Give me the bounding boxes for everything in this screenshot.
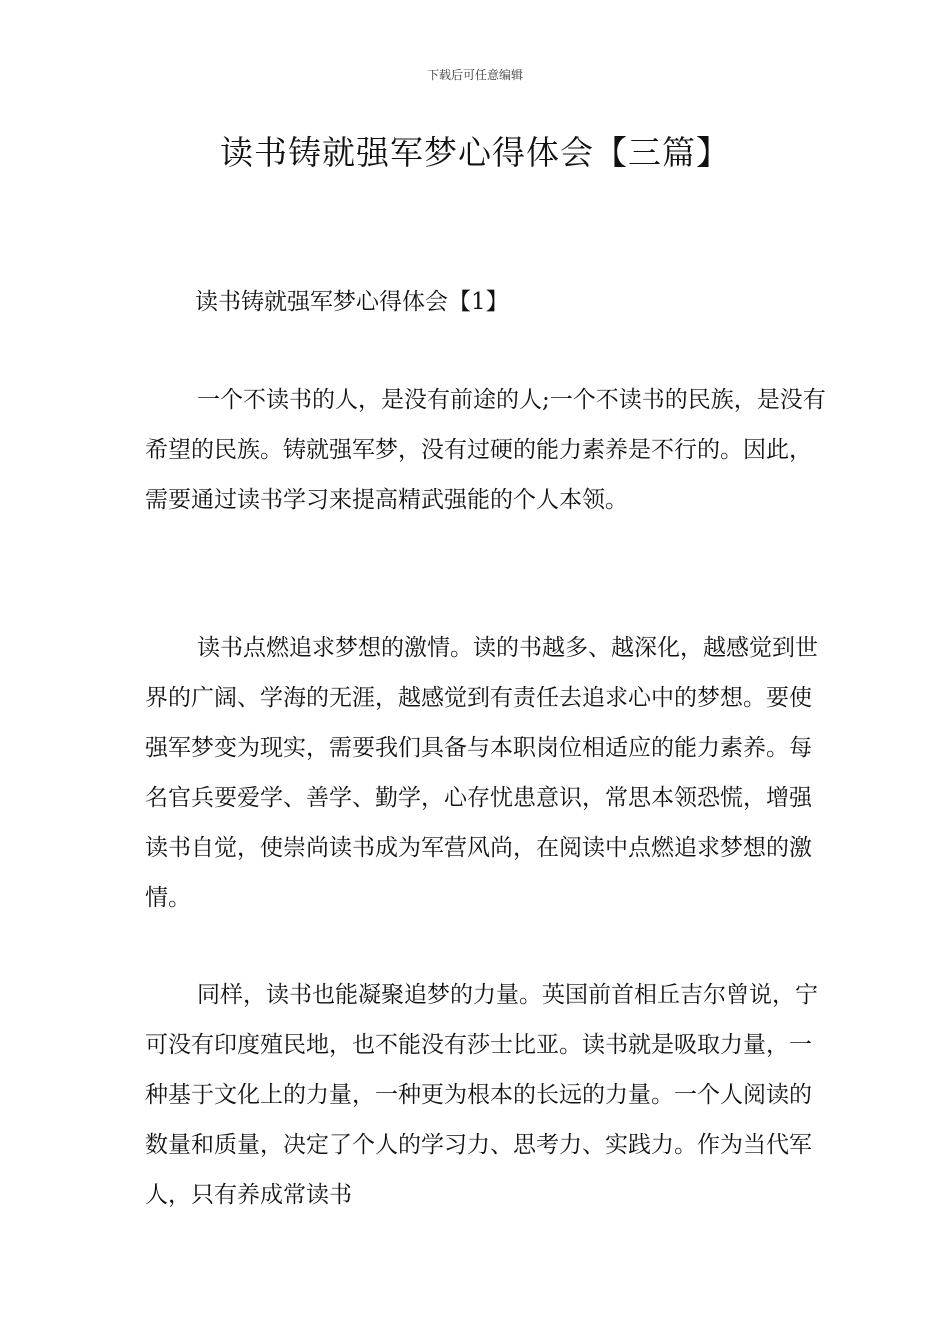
document-title: 读书铸就强军梦心得体会【三篇】 xyxy=(220,133,730,172)
paragraph-3: 同样，读书也能凝聚追梦的力量。英国前首相丘吉尔曾说，宁可没有印度殖民地，也不能没有莎士比亚。读书就是吸取力量，一种基于文化上的力量，一种更为根本的长远的力量。一个人阅读的数量和质量，决定了个人的学习力、思考力、实践力。作为当代军人，只有养成常读书 xyxy=(145,982,818,1208)
paragraph-1: 一个不读书的人，是没有前途的人;一个不读书的民族，是没有希望的民族。铸就强军梦，没有过硬的能力素养是不行的。因此，需要通过读书学习来提高精武强能的个人本领。 xyxy=(145,387,826,513)
section-heading: 读书铸就强军梦心得体会【1】 xyxy=(195,289,509,315)
paragraph-2: 读书点燃追求梦想的激情。读的书越多、越深化，越感觉到世界的广阔、学海的无涯，越感觉到有责任去追求心中的梦想。要使强军梦变为现实，需要我们具备与本职岗位相适应的能力素养。每名官兵要爱学、善学、勤学，心存忧患意识，常思本领恐慌，增强读书自觉，使崇尚读书成为军营风尚，在阅读中点燃追求梦想的激情。 xyxy=(145,635,818,911)
header-note: 下载后可任意编辑 xyxy=(426,68,523,82)
